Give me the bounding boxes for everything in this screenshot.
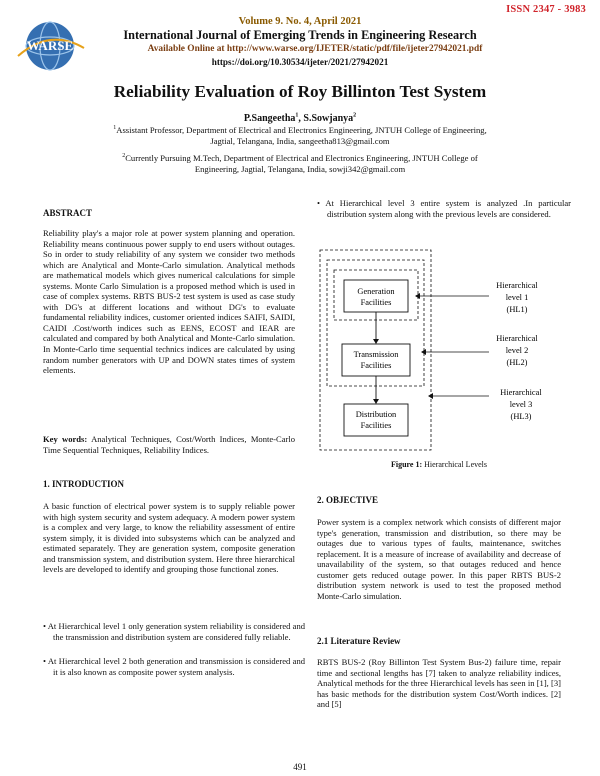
journal-name: International Journal of Emerging Trends in Engineering Research (123, 28, 477, 42)
transmission-label-2: Facilities (360, 361, 392, 370)
keywords-text: Analytical Techniques, Cost/Worth Indices, Monte-Carlo Time Sequential Techniques, Reliability Indices. (43, 434, 295, 455)
volume-line: Volume 9. No. 4, April 2021 (238, 16, 362, 27)
distribution-label-1: Distribution (355, 410, 397, 419)
available-online-link[interactable]: Available Online at http://www.warse.org/IJETER/static/pdf/file/ijeter27942021.pdf (147, 44, 483, 54)
logo-text: WARSE (26, 38, 74, 53)
hierarchical-levels-figure (317, 240, 561, 456)
objective-heading: 2. OBJECTIVE (317, 495, 379, 505)
hl3-label-2: level 3 (509, 400, 533, 409)
arrowhead-gen-trans (373, 339, 379, 344)
bullet-hl1: • At Hierarchical level 1 only generation system reliability is considered and the transmission and distribution system are considered fully reliable. (43, 621, 305, 642)
literature-body: RBTS BUS-2 (Roy Billinton Test System Bus-2) failure time, repair time and sectional lengths has [7] taken to analyze reliability indices, Analytical methods for the three Hierarchical levels has seen in [1], [3] has basic methods for the distribution system Cost/Worth indices. [2] and [5] (317, 657, 561, 710)
hl1-label-1: Hierarchical (496, 281, 538, 290)
transmission-label-1: Transmission (353, 350, 399, 359)
author-2: S.Sowjanya (303, 113, 354, 124)
introduction-paragraph: A basic function of electrical power system is to supply reliable power with high system security and system adequacy. A modern power system is a complex and very large, to know the reliability assessment of entire system simply, it is divided into subsystems which can be analyzed and estimated separately. They are generation system, composite generation and transmission system, and distribution system. Here three hierarchical levels are developed to identify and grouping those functional zones. (43, 501, 295, 575)
introduction-heading: 1. INTRODUCTION (43, 479, 125, 489)
hl2-label-1: Hierarchical (496, 334, 538, 343)
objective-body: Power system is a complex network which consists of different major type's generation, transmission and distribution, so there may be outages due to various types of faults, maintenance, switches replacement. It is a measure of increase of availability and decrease of unavailability of the system, so that outages reduced and hence customer gets reduced outage power. In this paper RBTS BUS-2 distribution system network is used to test the proposed method Monte-Carlo simulation. (317, 517, 561, 601)
author-1: P.Sangeetha (243, 113, 296, 124)
pointer-hl2-head (421, 349, 426, 355)
generation-label-1: Generation (357, 287, 395, 296)
hl1-label-3: (HL1) (506, 305, 528, 314)
aff1-line1: Assistant Professor, Department of Electrical and Electronics Engineering, JNTUH College of Engineering, (116, 125, 487, 135)
aff2-line2: Engineering, Jagtial, Telangana, India, sowji342@gmail.com (194, 164, 406, 175)
distribution-box (344, 404, 408, 436)
page-number: 491 (293, 762, 307, 772)
generation-box (344, 280, 408, 312)
author-line (0, 113, 600, 124)
abstract-heading: ABSTRACT (43, 208, 93, 218)
bullet-hl3: • At Hierarchical level 3 entire system is analyzed .In particular distribution system along with the previous levels are considered. (317, 198, 571, 219)
pointer-hl1-head (415, 293, 420, 299)
author-sep: , (298, 113, 304, 124)
arrowhead-trans-dist (373, 399, 379, 404)
hl1-label-2: level 1 (505, 293, 529, 302)
generation-label-2: Facilities (360, 298, 392, 307)
hl2-label-3: (HL2) (506, 358, 528, 367)
hl2-label-2: level 2 (505, 346, 529, 355)
aff1-line2: Jagtial, Telangana, India, sangeetha813@gmail.com (210, 136, 390, 147)
figure-caption-text: Hierarchical Levels (422, 460, 488, 469)
hl3-label-1: Hierarchical (500, 388, 542, 397)
hl3-label-3: (HL3) (510, 412, 532, 421)
doi-link[interactable]: https://doi.org/10.30534/ijeter/2021/27942021 (211, 57, 389, 67)
aff2-line1: Currently Pursuing M.Tech, Department of Electrical and Electronics Engineering, JNTUH College of (125, 153, 478, 163)
figure-caption-label: Figure 1: (390, 460, 423, 469)
pointer-hl3-head (428, 393, 433, 399)
affiliation-1 (70, 125, 530, 148)
aff1-mark: 1 (113, 125, 117, 132)
author-1-mark: 1 (295, 112, 299, 119)
bullet-hl2: • At Hierarchical level 2 both generation and transmission is considered and it is also known as composite power system analysis. (43, 656, 305, 677)
affiliation-2 (70, 153, 530, 176)
author-2-mark: 2 (353, 112, 357, 119)
figure-caption (317, 460, 561, 469)
abstract-body: Reliability play's a major role at power system planning and operation. Reliability means continuous power supply to end users without outages. So in order to study reliability of any system we consider two methods which are Analytical and Monte-Carlo simulation. Analytical methods are mathematical models which gives numerical calculations for simple systems. Monte Carlo Simulation is a proposed method which is used in case of complex systems. RBTS BUS-2 test system is used as case study with DG's at different locations and without DG's to evaluate fundamental reliability indices, customer oriented indices SAIFI, SAIDI, CAIDI .Cost/worth indices such as EENS, ECOST and IEAR are calculated and compared by both Analytical and Monte-Carlo simulation. In Monte-Carlo time sequential technics indices are calculated by using random number generators with UP and DOWN states times of system elements. (43, 228, 295, 376)
aff2-mark: 2 (122, 153, 126, 160)
issn-label: ISSN 2347 - 3983 (506, 4, 586, 15)
literature-heading: 2.1 Literature Review (317, 636, 401, 646)
paper-title: Reliability Evaluation of Roy Billinton Test System (113, 82, 487, 101)
transmission-box (342, 344, 410, 376)
keywords-label: Key words: (43, 434, 88, 444)
keywords-paragraph (43, 434, 295, 455)
distribution-label-2: Facilities (360, 421, 392, 430)
